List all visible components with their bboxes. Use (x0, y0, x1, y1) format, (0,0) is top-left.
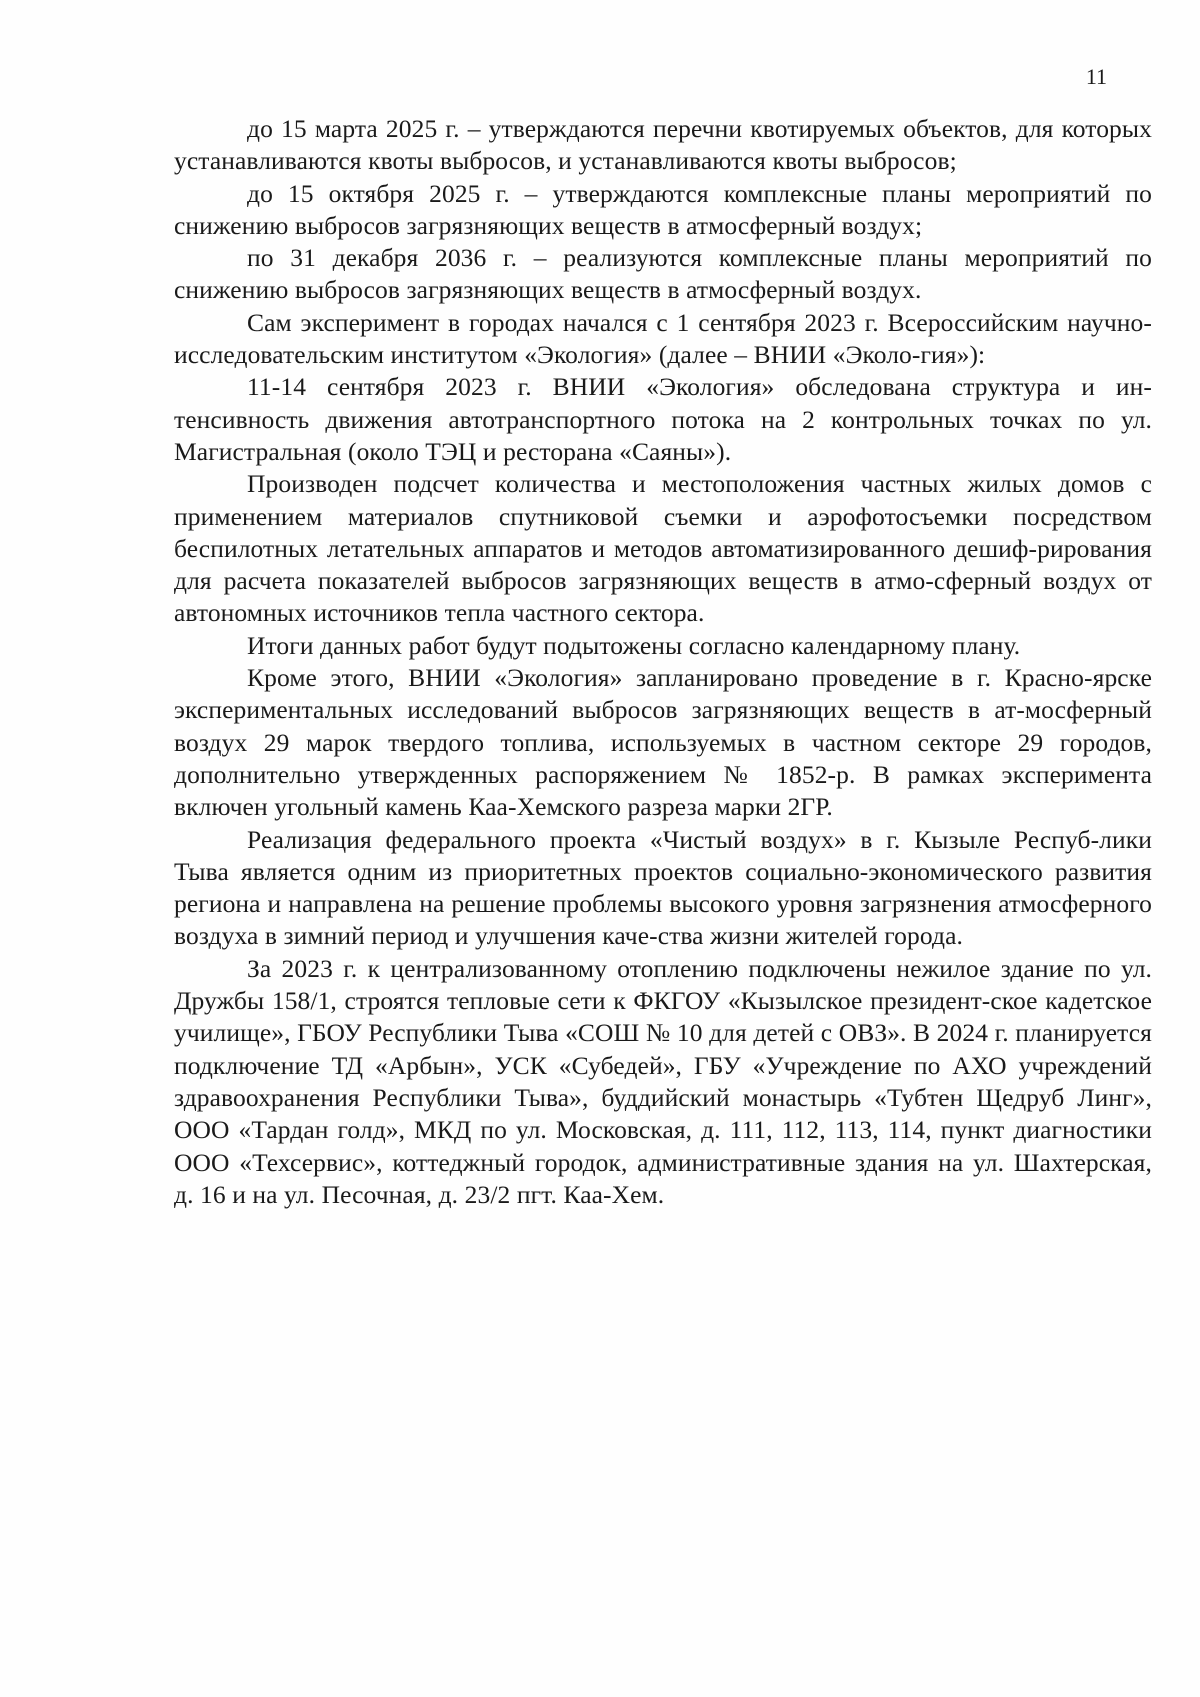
paragraph-plan-approval-deadline: до 15 октября 2025 г. – утверждаются комплексные планы мероприятий по снижению выбросов загрязняющих веществ в атмосферный воздух; (174, 178, 1152, 240)
paragraph-experiment-start: Сам эксперимент в городах начался с 1 сентября 2023 г. Всероссийским научно-исследовательским институтом «Экология» (далее – ВНИИ «Эколо-гия»): (174, 307, 1152, 370)
paragraph-quota-deadline: до 15 марта 2025 г. – утверждаются перечни квотируемых объектов, для которых устанавливаются квоты выбросов, и устанавливаются квоты выбросов; (174, 114, 1152, 176)
paragraph-results-summary: Итоги данных работ будут подытожены согласно календарному плану. (247, 630, 1021, 660)
paragraph-traffic-survey: 11-14 сентября 2023 г. ВНИИ «Экология» обследована структура и ин-тенсивность движения автотранспортного потока на 2 контрольных точках по ул. Магистральная (около ТЭЦ и ресторана «Саяны»). (174, 372, 1152, 466)
paragraph-heating-connections: За 2023 г. к централизованному отоплению подключены нежилое здание по ул. Дружбы 158/1, строятся тепловые сети к ФКГОУ «Кызылское президент-ское кадетское училище», ГБОУ Республики Тыва «СОШ № 10 для детей с ОВЗ». В 2024 г. планируется подключение ТД «Арбын», УСК «Субедей», ГБУ «Учреждение по АХО учреждений здравоохранения Республики Тыва», буддийский монастырь «Тубтен Щедруб Линг», ООО «Тардан голд», МКД по ул. Московская, д. 111, 112, 113, 114, пункт диагностики ООО «Техсервис», коттеджный городок, административные здания на ул. Шахтерская, д. 16 и на ул. Песочная, д. 23/2 пгт. Каа-Хем. (174, 953, 1152, 1209)
paragraph-clean-air-project: Реализация федерального проекта «Чистый воздух» в г. Кызыле Респуб-лики Тыва является одним из приоритетных проектов социально-экономического развития региона и направлена на решение проблемы высокого уровня загрязнения атмосферного воздуха в зимний период и улучшения каче-ства жизни жителей города. (174, 824, 1152, 951)
page-number: 11 (1085, 64, 1107, 89)
paragraph-plan-implementation-deadline: по 31 декабря 2036 г. – реализуются комплексные планы мероприятий по снижению выбросов загрязняющих веществ в атмосферный воздух. (174, 243, 1152, 305)
paragraph-solid-fuel-research: Кроме этого, ВНИИ «Экология» запланировано проведение в г. Красно-ярске экспериментальных исследований выбросов загрязняющих веществ в ат-мосферный воздух 29 марок твердого топлива, используемых в частном секторе 29 городов, дополнительно утвержденных распоряжением № 1852-р. В рамках эксперимента включен угольный камень Каа-Хемского разреза марки 2ГР. (174, 663, 1152, 822)
paragraph-private-houses-count: Производен подсчет количества и местоположения частных жилых домов с применением материалов спутниковой съемки и аэрофотосъемки посредством беспилотных летательных аппаратов и методов автоматизированного дешиф-рирования для расчета показателей выбросов загрязняющих веществ в атмо-сферный воздух от автономных источников тепла частного сектора. (174, 469, 1152, 628)
document-body (174, 113, 1152, 1211)
